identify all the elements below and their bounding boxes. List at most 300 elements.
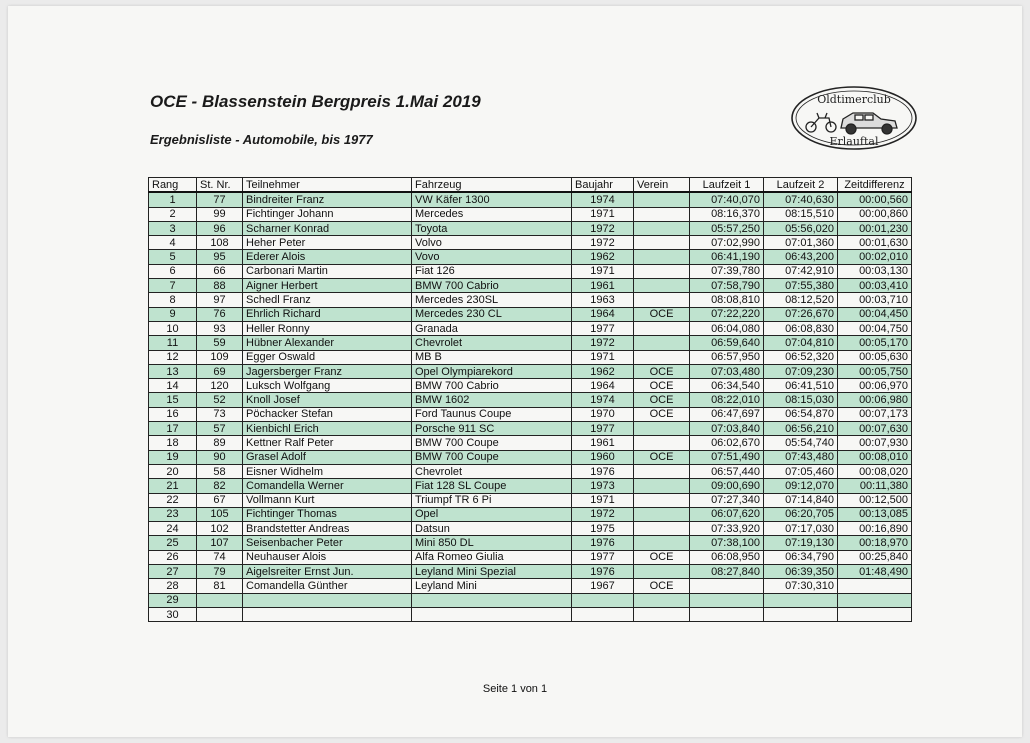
- cell-vehicle: [412, 607, 572, 621]
- cell-vehicle: Fiat 128 SL Coupe: [412, 479, 572, 493]
- cell-participant: Brandstetter Andreas: [243, 522, 412, 536]
- cell-rang: 24: [149, 522, 197, 536]
- column-header-laufzeit-1: Laufzeit 1: [690, 178, 764, 193]
- cell-time-difference: 00:04,450: [838, 307, 912, 321]
- table-row: [149, 307, 912, 321]
- cell-club: [634, 607, 690, 621]
- cell-club: [634, 321, 690, 335]
- cell-year: 1977: [572, 422, 634, 436]
- cell-vehicle: BMW 700 Coupe: [412, 450, 572, 464]
- cell-year: 1975: [572, 522, 634, 536]
- cell-vehicle: Volvo: [412, 236, 572, 250]
- cell-participant: Kienbichl Erich: [243, 422, 412, 436]
- table-row: [149, 493, 912, 507]
- cell-run-time-2: 08:15,510: [764, 207, 838, 221]
- cell-start-number: 66: [197, 264, 243, 278]
- cell-participant: Schedl Franz: [243, 293, 412, 307]
- cell-time-difference: [838, 607, 912, 621]
- cell-run-time-1: 07:51,490: [690, 450, 764, 464]
- cell-participant: Heller Ronny: [243, 321, 412, 335]
- cell-run-time-1: 06:59,640: [690, 336, 764, 350]
- cell-run-time-1: 08:16,370: [690, 207, 764, 221]
- cell-run-time-1: 09:00,690: [690, 479, 764, 493]
- cell-run-time-2: 06:43,200: [764, 250, 838, 264]
- cell-year: 1974: [572, 393, 634, 407]
- cell-run-time-1: 06:57,440: [690, 464, 764, 478]
- table-row: [149, 207, 912, 221]
- cell-start-number: 59: [197, 336, 243, 350]
- table-row: [149, 192, 912, 207]
- cell-run-time-1: 07:03,840: [690, 422, 764, 436]
- cell-rang: 17: [149, 422, 197, 436]
- cell-rang: 8: [149, 293, 197, 307]
- cell-vehicle: BMW 700 Coupe: [412, 436, 572, 450]
- cell-start-number: 81: [197, 579, 243, 593]
- cell-participant: Egger Oswald: [243, 350, 412, 364]
- cell-run-time-1: 06:02,670: [690, 436, 764, 450]
- table-row: [149, 379, 912, 393]
- cell-run-time-2: 07:40,630: [764, 192, 838, 207]
- cell-rang: 14: [149, 379, 197, 393]
- cell-rang: 10: [149, 321, 197, 335]
- cell-vehicle: Toyota: [412, 221, 572, 235]
- cell-time-difference: 00:16,890: [838, 522, 912, 536]
- table-row: [149, 321, 912, 335]
- cell-start-number: 52: [197, 393, 243, 407]
- cell-participant: Bindreiter Franz: [243, 192, 412, 207]
- cell-run-time-1: 08:08,810: [690, 293, 764, 307]
- cell-year: 1961: [572, 279, 634, 293]
- cell-vehicle: [412, 593, 572, 607]
- cell-year: 1971: [572, 264, 634, 278]
- table-row: [149, 393, 912, 407]
- cell-club: [634, 264, 690, 278]
- cell-vehicle: Opel: [412, 507, 572, 521]
- cell-start-number: 105: [197, 507, 243, 521]
- cell-run-time-1: 05:57,250: [690, 221, 764, 235]
- cell-participant: Knoll Josef: [243, 393, 412, 407]
- cell-rang: 6: [149, 264, 197, 278]
- cell-rang: 2: [149, 207, 197, 221]
- cell-run-time-1: [690, 607, 764, 621]
- cell-run-time-1: 06:07,620: [690, 507, 764, 521]
- cell-run-time-2: 08:12,520: [764, 293, 838, 307]
- cell-club: [634, 336, 690, 350]
- cell-rang: 26: [149, 550, 197, 564]
- cell-vehicle: Mini 850 DL: [412, 536, 572, 550]
- cell-start-number: 79: [197, 565, 243, 579]
- cell-run-time-1: 06:47,697: [690, 407, 764, 421]
- vintage-car-and-motorcycle-logo: [789, 83, 919, 153]
- cell-start-number: 76: [197, 307, 243, 321]
- cell-club: [634, 565, 690, 579]
- cell-run-time-2: 07:17,030: [764, 522, 838, 536]
- cell-participant: [243, 593, 412, 607]
- cell-run-time-1: 06:08,950: [690, 550, 764, 564]
- cell-run-time-2: 06:41,510: [764, 379, 838, 393]
- cell-year: 1974: [572, 192, 634, 207]
- cell-vehicle: Mercedes 230 CL: [412, 307, 572, 321]
- cell-run-time-2: [764, 593, 838, 607]
- cell-time-difference: 00:01,630: [838, 236, 912, 250]
- cell-vehicle: BMW 1602: [412, 393, 572, 407]
- cell-club: [634, 293, 690, 307]
- cell-run-time-2: 05:56,020: [764, 221, 838, 235]
- page-footer: Seite 1 von 1: [482, 683, 548, 695]
- table-row: [149, 550, 912, 564]
- table-row: [149, 479, 912, 493]
- cell-time-difference: 00:05,630: [838, 350, 912, 364]
- column-header-st-nr: St. Nr.: [197, 178, 243, 193]
- cell-club: [634, 422, 690, 436]
- cell-run-time-1: 07:03,480: [690, 364, 764, 378]
- cell-run-time-1: 06:34,540: [690, 379, 764, 393]
- cell-start-number: 89: [197, 436, 243, 450]
- cell-run-time-2: 07:01,360: [764, 236, 838, 250]
- table-row: [149, 422, 912, 436]
- cell-year: 1976: [572, 464, 634, 478]
- cell-time-difference: 00:04,750: [838, 321, 912, 335]
- cell-year: 1971: [572, 350, 634, 364]
- cell-vehicle: Vovo: [412, 250, 572, 264]
- cell-rang: 25: [149, 536, 197, 550]
- cell-start-number: 88: [197, 279, 243, 293]
- cell-run-time-2: 07:55,380: [764, 279, 838, 293]
- cell-time-difference: 00:13,085: [838, 507, 912, 521]
- cell-vehicle: Alfa Romeo Giulia: [412, 550, 572, 564]
- cell-rang: 16: [149, 407, 197, 421]
- column-header-fahrzeug: Fahrzeug: [412, 178, 572, 193]
- cell-club: [634, 522, 690, 536]
- cell-year: 1971: [572, 493, 634, 507]
- table-row: [149, 507, 912, 521]
- table-row: [149, 607, 912, 621]
- cell-time-difference: 00:25,840: [838, 550, 912, 564]
- cell-rang: 29: [149, 593, 197, 607]
- cell-rang: 3: [149, 221, 197, 235]
- cell-year: [572, 607, 634, 621]
- cell-participant: Grasel Adolf: [243, 450, 412, 464]
- cell-time-difference: 00:05,750: [838, 364, 912, 378]
- cell-time-difference: 00:03,410: [838, 279, 912, 293]
- cell-vehicle: Mercedes 230SL: [412, 293, 572, 307]
- cell-year: 1971: [572, 207, 634, 221]
- cell-start-number: 77: [197, 192, 243, 207]
- document-page: [8, 6, 1022, 737]
- cell-time-difference: 00:11,380: [838, 479, 912, 493]
- cell-vehicle: Datsun: [412, 522, 572, 536]
- cell-club: OCE: [634, 450, 690, 464]
- results-table-body: [149, 192, 912, 621]
- cell-club: OCE: [634, 393, 690, 407]
- cell-run-time-2: 07:26,670: [764, 307, 838, 321]
- cell-time-difference: [838, 593, 912, 607]
- cell-year: 1972: [572, 236, 634, 250]
- cell-participant: Ederer Alois: [243, 250, 412, 264]
- cell-run-time-1: 08:27,840: [690, 565, 764, 579]
- cell-run-time-1: 08:22,010: [690, 393, 764, 407]
- cell-year: 1976: [572, 565, 634, 579]
- cell-vehicle: Triumpf TR 6 Pi: [412, 493, 572, 507]
- cell-rang: 23: [149, 507, 197, 521]
- cell-participant: Jagersberger Franz: [243, 364, 412, 378]
- cell-year: 1972: [572, 221, 634, 235]
- cell-club: [634, 192, 690, 207]
- cell-run-time-1: 06:41,190: [690, 250, 764, 264]
- cell-year: 1973: [572, 479, 634, 493]
- cell-participant: Scharner Konrad: [243, 221, 412, 235]
- cell-club: OCE: [634, 379, 690, 393]
- cell-start-number: 108: [197, 236, 243, 250]
- cell-rang: 30: [149, 607, 197, 621]
- column-header-verein: Verein: [634, 178, 690, 193]
- cell-rang: 7: [149, 279, 197, 293]
- cell-rang: 9: [149, 307, 197, 321]
- cell-vehicle: BMW 700 Cabrio: [412, 279, 572, 293]
- cell-rang: 27: [149, 565, 197, 579]
- cell-club: OCE: [634, 550, 690, 564]
- motorcycle-icon: [806, 113, 836, 132]
- cell-run-time-2: 08:15,030: [764, 393, 838, 407]
- cell-vehicle: Fiat 126: [412, 264, 572, 278]
- cell-participant: Comandella Werner: [243, 479, 412, 493]
- cell-run-time-2: 07:42,910: [764, 264, 838, 278]
- cell-time-difference: 00:08,010: [838, 450, 912, 464]
- cell-time-difference: 00:18,970: [838, 536, 912, 550]
- table-row: [149, 407, 912, 421]
- cell-run-time-2: 07:19,130: [764, 536, 838, 550]
- page-subtitle: Ergebnisliste - Automobile, bis 1977: [150, 132, 373, 147]
- cell-run-time-1: 07:38,100: [690, 536, 764, 550]
- cell-vehicle: Porsche 911 SC: [412, 422, 572, 436]
- cell-run-time-2: 07:04,810: [764, 336, 838, 350]
- cell-year: [572, 593, 634, 607]
- cell-start-number: 107: [197, 536, 243, 550]
- cell-start-number: 73: [197, 407, 243, 421]
- cell-year: 1976: [572, 536, 634, 550]
- results-table: [148, 177, 912, 622]
- cell-start-number: 97: [197, 293, 243, 307]
- table-row: [149, 350, 912, 364]
- cell-club: OCE: [634, 364, 690, 378]
- vintage-car-icon: [841, 113, 897, 134]
- cell-year: 1960: [572, 450, 634, 464]
- cell-club: [634, 207, 690, 221]
- cell-run-time-1: 07:33,920: [690, 522, 764, 536]
- cell-run-time-2: 07:09,230: [764, 364, 838, 378]
- cell-start-number: 120: [197, 379, 243, 393]
- table-row: [149, 293, 912, 307]
- cell-club: [634, 279, 690, 293]
- cell-start-number: 57: [197, 422, 243, 436]
- cell-time-difference: 00:06,970: [838, 379, 912, 393]
- cell-club: [634, 507, 690, 521]
- cell-time-difference: 00:12,500: [838, 493, 912, 507]
- cell-rang: 20: [149, 464, 197, 478]
- cell-year: 1967: [572, 579, 634, 593]
- column-header-rang: Rang: [149, 178, 197, 193]
- logo-bottom-text: Erlauftal: [829, 135, 879, 148]
- cell-start-number: 109: [197, 350, 243, 364]
- cell-start-number: 74: [197, 550, 243, 564]
- cell-club: OCE: [634, 579, 690, 593]
- cell-time-difference: 00:01,230: [838, 221, 912, 235]
- cell-participant: Kettner Ralf Peter: [243, 436, 412, 450]
- table-row: [149, 336, 912, 350]
- cell-run-time-1: 07:58,790: [690, 279, 764, 293]
- cell-vehicle: Chevrolet: [412, 464, 572, 478]
- cell-rang: 22: [149, 493, 197, 507]
- cell-run-time-1: [690, 593, 764, 607]
- cell-club: OCE: [634, 407, 690, 421]
- cell-time-difference: 00:00,860: [838, 207, 912, 221]
- cell-year: 1972: [572, 507, 634, 521]
- cell-year: 1962: [572, 250, 634, 264]
- cell-rang: 15: [149, 393, 197, 407]
- cell-rang: 5: [149, 250, 197, 264]
- cell-time-difference: 00:03,710: [838, 293, 912, 307]
- cell-vehicle: Chevrolet: [412, 336, 572, 350]
- cell-run-time-2: [764, 607, 838, 621]
- cell-vehicle: VW Käfer 1300: [412, 192, 572, 207]
- cell-club: [634, 493, 690, 507]
- cell-time-difference: 00:07,630: [838, 422, 912, 436]
- cell-participant: Hübner Alexander: [243, 336, 412, 350]
- cell-run-time-2: 06:52,320: [764, 350, 838, 364]
- cell-year: 1977: [572, 550, 634, 564]
- cell-club: [634, 479, 690, 493]
- cell-year: 1962: [572, 364, 634, 378]
- cell-vehicle: Granada: [412, 321, 572, 335]
- table-row: [149, 436, 912, 450]
- table-row: [149, 593, 912, 607]
- cell-club: [634, 436, 690, 450]
- cell-run-time-2: 06:39,350: [764, 565, 838, 579]
- cell-year: 1963: [572, 293, 634, 307]
- cell-participant: Neuhauser Alois: [243, 550, 412, 564]
- cell-time-difference: 00:02,010: [838, 250, 912, 264]
- cell-rang: 11: [149, 336, 197, 350]
- cell-participant: Luksch Wolfgang: [243, 379, 412, 393]
- cell-participant: Fichtinger Thomas: [243, 507, 412, 521]
- cell-rang: 1: [149, 192, 197, 207]
- cell-run-time-2: 07:14,840: [764, 493, 838, 507]
- cell-start-number: 82: [197, 479, 243, 493]
- table-row: [149, 565, 912, 579]
- table-row: [149, 579, 912, 593]
- cell-rang: 19: [149, 450, 197, 464]
- cell-participant: Eisner Widhelm: [243, 464, 412, 478]
- cell-rang: 13: [149, 364, 197, 378]
- table-row: [149, 522, 912, 536]
- cell-run-time-2: 09:12,070: [764, 479, 838, 493]
- cell-start-number: 96: [197, 221, 243, 235]
- cell-rang: 18: [149, 436, 197, 450]
- table-row: [149, 364, 912, 378]
- cell-club: [634, 593, 690, 607]
- cell-run-time-1: 07:02,990: [690, 236, 764, 250]
- cell-participant: [243, 607, 412, 621]
- cell-time-difference: 00:08,020: [838, 464, 912, 478]
- cell-club: [634, 464, 690, 478]
- cell-start-number: [197, 607, 243, 621]
- cell-participant: Seisenbacher Peter: [243, 536, 412, 550]
- cell-participant: Carbonari Martin: [243, 264, 412, 278]
- table-row: [149, 250, 912, 264]
- cell-run-time-1: 07:27,340: [690, 493, 764, 507]
- cell-time-difference: 00:07,173: [838, 407, 912, 421]
- cell-time-difference: 00:03,130: [838, 264, 912, 278]
- cell-run-time-2: 07:30,310: [764, 579, 838, 593]
- cell-run-time-1: 07:39,780: [690, 264, 764, 278]
- cell-start-number: 69: [197, 364, 243, 378]
- cell-year: 1977: [572, 321, 634, 335]
- cell-club: [634, 236, 690, 250]
- cell-start-number: 93: [197, 321, 243, 335]
- cell-start-number: 102: [197, 522, 243, 536]
- cell-start-number: 95: [197, 250, 243, 264]
- cell-participant: Pöchacker Stefan: [243, 407, 412, 421]
- cell-vehicle: Leyland Mini Spezial: [412, 565, 572, 579]
- cell-time-difference: 00:05,170: [838, 336, 912, 350]
- cell-club: [634, 250, 690, 264]
- cell-run-time-1: 06:04,080: [690, 321, 764, 335]
- cell-time-difference: 00:00,560: [838, 192, 912, 207]
- cell-run-time-2: 07:05,460: [764, 464, 838, 478]
- table-row: [149, 236, 912, 250]
- cell-club: [634, 221, 690, 235]
- cell-year: 1964: [572, 307, 634, 321]
- table-row: [149, 536, 912, 550]
- cell-start-number: [197, 593, 243, 607]
- cell-rang: 28: [149, 579, 197, 593]
- table-row: [149, 264, 912, 278]
- table-row: [149, 450, 912, 464]
- page-title: OCE - Blassenstein Bergpreis 1.Mai 2019: [150, 92, 481, 111]
- cell-year: 1964: [572, 379, 634, 393]
- cell-time-difference: 00:06,980: [838, 393, 912, 407]
- logo-top-text: Oldtimerclub: [817, 93, 891, 106]
- cell-run-time-2: 06:54,870: [764, 407, 838, 421]
- cell-year: 1970: [572, 407, 634, 421]
- cell-run-time-2: 06:34,790: [764, 550, 838, 564]
- table-header-row: [149, 178, 912, 193]
- cell-club: [634, 350, 690, 364]
- cell-club: OCE: [634, 307, 690, 321]
- cell-vehicle: BMW 700 Cabrio: [412, 379, 572, 393]
- cell-participant: Fichtinger Johann: [243, 207, 412, 221]
- cell-run-time-1: 07:40,070: [690, 192, 764, 207]
- cell-time-difference: 01:48,490: [838, 565, 912, 579]
- cell-run-time-2: 07:43,480: [764, 450, 838, 464]
- cell-participant: Comandella Günther: [243, 579, 412, 593]
- table-row: [149, 221, 912, 235]
- cell-participant: Aigelsreiter Ernst Jun.: [243, 565, 412, 579]
- cell-rang: 21: [149, 479, 197, 493]
- cell-time-difference: [838, 579, 912, 593]
- cell-participant: Vollmann Kurt: [243, 493, 412, 507]
- cell-run-time-2: 05:54,740: [764, 436, 838, 450]
- cell-vehicle: Opel Olympiarekord: [412, 364, 572, 378]
- cell-run-time-2: 06:08,830: [764, 321, 838, 335]
- column-header-teilnehmer: Teilnehmer: [243, 178, 412, 193]
- table-row: [149, 279, 912, 293]
- cell-vehicle: Leyland Mini: [412, 579, 572, 593]
- cell-start-number: 99: [197, 207, 243, 221]
- cell-run-time-1: 07:22,220: [690, 307, 764, 321]
- cell-year: 1972: [572, 336, 634, 350]
- cell-run-time-1: 06:57,950: [690, 350, 764, 364]
